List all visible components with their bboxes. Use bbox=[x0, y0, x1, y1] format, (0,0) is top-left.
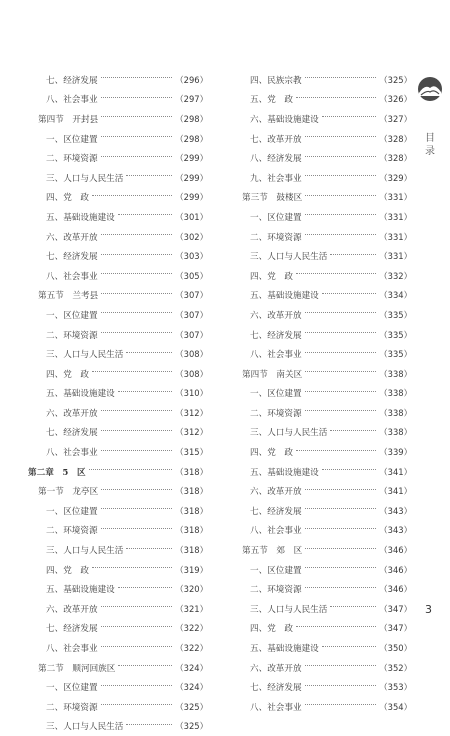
toc-entry-label: 一、区位建置 bbox=[46, 683, 98, 694]
toc-entry-page: （320） bbox=[175, 584, 208, 595]
dot-leader bbox=[101, 685, 173, 686]
toc-entry[interactable] bbox=[28, 148, 208, 168]
toc-entry[interactable] bbox=[28, 246, 208, 266]
toc-section-entry[interactable] bbox=[232, 364, 412, 384]
toc-entry-label: 二、环境资源 bbox=[250, 232, 302, 243]
toc-entry-page: （318） bbox=[175, 525, 208, 536]
toc-entry-page: （318） bbox=[175, 505, 208, 516]
toc-entry-page: （331） bbox=[379, 251, 412, 262]
toc-entry-label: 二、环境资源 bbox=[250, 408, 302, 419]
dot-leader bbox=[101, 77, 173, 78]
toc-entry[interactable] bbox=[232, 109, 412, 129]
toc-entry[interactable] bbox=[28, 677, 208, 697]
toc-entry-label: 八、社会事业 bbox=[250, 702, 302, 713]
toc-entry-page: （299） bbox=[175, 192, 208, 203]
toc-entry-page: （327） bbox=[379, 113, 412, 124]
dot-leader bbox=[92, 567, 172, 568]
toc-entry-label: 三、人口与人民生活 bbox=[250, 252, 328, 263]
toc-section-entry[interactable] bbox=[232, 540, 412, 560]
dot-leader bbox=[101, 450, 173, 451]
toc-entry-page: （307） bbox=[175, 329, 208, 340]
toc-entry-label: 六、改革开放 bbox=[250, 487, 302, 498]
toc-entry-page: （338） bbox=[379, 407, 412, 418]
toc-entry[interactable] bbox=[232, 481, 412, 501]
toc-entry-page: （341） bbox=[379, 486, 412, 497]
toc-entry[interactable] bbox=[232, 658, 412, 678]
dot-leader bbox=[305, 175, 377, 176]
toc-entry-label: 第四节 开封县 bbox=[38, 114, 99, 125]
toc-entry[interactable] bbox=[232, 70, 412, 90]
dot-leader bbox=[322, 469, 376, 470]
toc-entry-page: （298） bbox=[175, 113, 208, 124]
toc-entry-label: 九、社会事业 bbox=[250, 173, 302, 184]
toc-entry-label: 三、人口与人民生活 bbox=[46, 350, 124, 361]
toc-entry-page: （308） bbox=[175, 368, 208, 379]
toc-entry[interactable] bbox=[28, 344, 208, 364]
dot-leader bbox=[305, 352, 377, 353]
toc-entry-label: 六、改革开放 bbox=[46, 408, 98, 419]
toc-entry-page: （347） bbox=[379, 603, 412, 614]
dot-leader bbox=[101, 116, 172, 117]
toc-entry[interactable] bbox=[28, 227, 208, 247]
toc-entry[interactable] bbox=[28, 423, 208, 443]
dot-leader bbox=[101, 97, 173, 98]
toc-entry-page: （332） bbox=[379, 270, 412, 281]
dot-leader bbox=[305, 156, 377, 157]
toc-entry-page: （354） bbox=[379, 701, 412, 712]
dot-leader bbox=[101, 528, 173, 529]
dot-leader bbox=[118, 587, 172, 588]
toc-entry-page: （346） bbox=[379, 564, 412, 575]
toc-entry-label: 七、经济发展 bbox=[46, 75, 98, 86]
dot-leader bbox=[126, 548, 172, 549]
toc-entry-label: 五、基础设施建设 bbox=[250, 467, 319, 478]
toc-entry-page: （308） bbox=[175, 349, 208, 360]
toc-section-entry[interactable] bbox=[28, 109, 208, 129]
toc-entry-page: （353） bbox=[379, 682, 412, 693]
toc-entry-page: （343） bbox=[379, 505, 412, 516]
toc-entry-page: （312） bbox=[175, 407, 208, 418]
toc-entry[interactable] bbox=[232, 501, 412, 521]
dot-leader bbox=[305, 332, 377, 333]
toc-entry-label: 七、改革开放 bbox=[250, 134, 302, 145]
toc-entry-label: 四、党 政 bbox=[250, 271, 293, 282]
toc-entry[interactable] bbox=[232, 403, 412, 423]
toc-entry[interactable] bbox=[232, 619, 412, 639]
toc-entry[interactable] bbox=[232, 560, 412, 580]
dot-leader bbox=[305, 214, 377, 215]
dot-leader bbox=[92, 195, 172, 196]
toc-entry[interactable] bbox=[28, 521, 208, 541]
toc-entry-label: 四、党 政 bbox=[250, 624, 293, 635]
toc-entry-page: （296） bbox=[175, 74, 208, 85]
dot-leader bbox=[101, 234, 173, 235]
toc-entry-page: （305） bbox=[175, 270, 208, 281]
toc-entry-page: （312） bbox=[175, 427, 208, 438]
toc-entry[interactable] bbox=[232, 286, 412, 306]
dot-leader bbox=[101, 646, 173, 647]
toc-entry[interactable] bbox=[28, 717, 208, 736]
toc-entry-label: 八、社会事业 bbox=[250, 350, 302, 361]
dot-leader bbox=[305, 391, 377, 392]
dot-leader bbox=[101, 254, 173, 255]
dot-leader bbox=[305, 489, 377, 490]
toc-entry-label: 五、党 政 bbox=[250, 95, 293, 106]
toc-entry-label: 八、社会事业 bbox=[46, 448, 98, 459]
toc-entry-page: （328） bbox=[379, 133, 412, 144]
toc-entry-label: 六、基础设施建设 bbox=[250, 114, 319, 125]
toc-entry-page: （299） bbox=[175, 153, 208, 164]
toc-entry-label: 二、环境资源 bbox=[250, 585, 302, 596]
toc-entry-label: 第五节 郊 区 bbox=[242, 546, 303, 557]
toc-entry-label: 五、基础设施建设 bbox=[46, 389, 115, 400]
dot-leader bbox=[101, 410, 173, 411]
toc-entry-label: 一、区位建置 bbox=[46, 506, 98, 517]
toc-entry[interactable] bbox=[232, 148, 412, 168]
toc-entry-label: 二、环境资源 bbox=[46, 526, 98, 537]
dot-leader bbox=[330, 430, 376, 431]
dot-leader bbox=[101, 626, 173, 627]
toc-entry-label: 三、人口与人民生活 bbox=[250, 604, 328, 615]
toc-entry-label: 四、党 政 bbox=[46, 369, 89, 380]
dot-leader bbox=[322, 646, 376, 647]
toc-entry-label: 五、基础设施建设 bbox=[250, 291, 319, 302]
toc-entry-page: （352） bbox=[379, 662, 412, 673]
toc-entry[interactable] bbox=[232, 305, 412, 325]
toc-entry-page: （299） bbox=[175, 172, 208, 183]
toc-entry[interactable] bbox=[28, 168, 208, 188]
dot-leader bbox=[101, 136, 173, 137]
toc-entry[interactable] bbox=[232, 423, 412, 443]
toc-entry-label: 七、经济发展 bbox=[46, 428, 98, 439]
toc-entry-label: 八、社会事业 bbox=[46, 271, 98, 282]
toc-entry-page: （298） bbox=[175, 133, 208, 144]
toc-section-entry[interactable] bbox=[28, 481, 208, 501]
side-section-label: 目录 bbox=[425, 133, 435, 157]
dot-leader bbox=[305, 567, 377, 568]
toc-entry-label: 七、经济发展 bbox=[46, 624, 98, 635]
toc-entry-label: 二、环境资源 bbox=[46, 154, 98, 165]
dot-leader bbox=[305, 77, 377, 78]
toc-entry[interactable] bbox=[28, 70, 208, 90]
toc-entry[interactable] bbox=[232, 129, 412, 149]
toc-entry-page: （319） bbox=[175, 564, 208, 575]
toc-entry[interactable] bbox=[28, 266, 208, 286]
toc-entry-page: （331） bbox=[379, 192, 412, 203]
toc-entry-page: （307） bbox=[175, 309, 208, 320]
toc-entry-label: 五、基础设施建设 bbox=[250, 644, 319, 655]
toc-entry-label: 第一节 龙亭区 bbox=[38, 487, 99, 498]
toc-entry-page: （346） bbox=[379, 545, 412, 556]
toc-entry-page: （297） bbox=[175, 94, 208, 105]
toc-entry[interactable] bbox=[232, 384, 412, 404]
mountain-emblem-icon bbox=[417, 76, 443, 102]
toc-entry[interactable] bbox=[232, 207, 412, 227]
toc-entry-page: （338） bbox=[379, 427, 412, 438]
toc-entry-page: （321） bbox=[175, 603, 208, 614]
dot-leader bbox=[296, 450, 376, 451]
toc-entry-page: （331） bbox=[379, 211, 412, 222]
toc-entry-page: （322） bbox=[175, 623, 208, 634]
toc-entry-page: （341） bbox=[379, 466, 412, 477]
toc-entry[interactable] bbox=[232, 638, 412, 658]
toc-entry-label: 七、经济发展 bbox=[250, 330, 302, 341]
toc-entry[interactable] bbox=[28, 638, 208, 658]
dot-leader bbox=[305, 410, 377, 411]
dot-leader bbox=[101, 606, 173, 607]
toc-entry[interactable] bbox=[232, 227, 412, 247]
toc-entry-label: 四、党 政 bbox=[250, 448, 293, 459]
dot-leader bbox=[305, 587, 377, 588]
toc-entry-page: （350） bbox=[379, 643, 412, 654]
toc-entry[interactable] bbox=[28, 560, 208, 580]
toc-entry-label: 三、人口与人民生活 bbox=[46, 546, 124, 557]
toc-entry-label: 第二章 5 区 bbox=[28, 467, 86, 478]
toc-entry[interactable] bbox=[232, 344, 412, 364]
toc-entry[interactable] bbox=[232, 246, 412, 266]
toc-entry-label: 六、改革开放 bbox=[46, 604, 98, 615]
toc-entry[interactable] bbox=[28, 403, 208, 423]
toc-entry[interactable] bbox=[232, 599, 412, 619]
toc-entry-label: 六、改革开放 bbox=[250, 663, 302, 674]
toc-entry-page: （303） bbox=[175, 251, 208, 262]
toc-entry-page: （328） bbox=[379, 153, 412, 164]
toc-entry-label: 二、环境资源 bbox=[46, 702, 98, 713]
toc-entry-label: 第四节 南关区 bbox=[242, 369, 303, 380]
toc-entry-label: 第二节 顺河回族区 bbox=[38, 663, 116, 674]
toc-entry-page: （322） bbox=[175, 643, 208, 654]
toc-section-entry[interactable] bbox=[28, 658, 208, 678]
dot-leader bbox=[101, 430, 173, 431]
toc-entry-page: （331） bbox=[379, 231, 412, 242]
toc-entry-label: 六、改革开放 bbox=[250, 310, 302, 321]
toc-entry-label: 一、区位建置 bbox=[46, 310, 98, 321]
toc-entry[interactable] bbox=[232, 325, 412, 345]
dot-leader bbox=[305, 665, 377, 666]
toc-entry-label: 三、人口与人民生活 bbox=[46, 722, 124, 733]
dot-leader bbox=[101, 489, 172, 490]
toc-entry[interactable] bbox=[232, 697, 412, 717]
toc-entry-page: （324） bbox=[175, 682, 208, 693]
toc-entry[interactable] bbox=[28, 188, 208, 208]
dot-leader bbox=[305, 312, 377, 313]
toc-entry[interactable] bbox=[28, 619, 208, 639]
toc-entry-label: 二、环境资源 bbox=[46, 330, 98, 341]
toc-entry[interactable] bbox=[28, 90, 208, 110]
toc-entry-label: 五、基础设施建设 bbox=[46, 585, 115, 596]
toc-entry-page: （315） bbox=[175, 447, 208, 458]
dot-leader bbox=[296, 97, 376, 98]
toc-entry[interactable] bbox=[232, 90, 412, 110]
dot-leader bbox=[305, 528, 377, 529]
toc-entry-page: （343） bbox=[379, 525, 412, 536]
toc-entry-page: （326） bbox=[379, 94, 412, 105]
toc-entry-page: （325） bbox=[175, 701, 208, 712]
toc-entry-label: 一、区位建置 bbox=[250, 565, 302, 576]
dot-leader bbox=[126, 175, 172, 176]
toc-entry-page: （301） bbox=[175, 211, 208, 222]
dot-leader bbox=[101, 332, 173, 333]
dot-leader bbox=[101, 156, 173, 157]
toc-entry-label: 一、区位建置 bbox=[250, 389, 302, 400]
toc-entry-page: （334） bbox=[379, 290, 412, 301]
toc-entry-page: （318） bbox=[175, 486, 208, 497]
toc-entry-page: （318） bbox=[175, 545, 208, 556]
toc-entry-page: （325） bbox=[379, 74, 412, 85]
dot-leader bbox=[305, 136, 377, 137]
toc-entry-label: 三、人口与人民生活 bbox=[250, 428, 328, 439]
toc-entry-label: 五、基础设施建设 bbox=[46, 212, 115, 223]
toc-entry-page: （310） bbox=[175, 388, 208, 399]
toc-section-entry[interactable] bbox=[28, 286, 208, 306]
dot-leader bbox=[296, 626, 376, 627]
dot-leader bbox=[89, 469, 173, 470]
toc-entry-label: 六、改革开放 bbox=[46, 232, 98, 243]
dot-leader bbox=[126, 724, 172, 725]
dot-leader bbox=[118, 665, 172, 666]
dot-leader bbox=[322, 293, 376, 294]
page-number: 3 bbox=[425, 603, 432, 616]
toc-entry-page: （338） bbox=[379, 368, 412, 379]
toc-entry-label: 八、经济发展 bbox=[250, 154, 302, 165]
dot-leader bbox=[101, 704, 173, 705]
toc-entry-label: 七、经济发展 bbox=[250, 506, 302, 517]
toc-entry-page: （307） bbox=[175, 290, 208, 301]
dot-leader bbox=[330, 254, 376, 255]
toc-entry[interactable] bbox=[28, 129, 208, 149]
dot-leader bbox=[92, 371, 172, 372]
dot-leader bbox=[305, 371, 376, 372]
dot-leader bbox=[126, 352, 172, 353]
toc-entry-label: 三、人口与人民生活 bbox=[46, 173, 124, 184]
toc-right-column bbox=[232, 70, 412, 717]
toc-entry-page: （335） bbox=[379, 349, 412, 360]
dot-leader bbox=[118, 214, 172, 215]
toc-entry[interactable] bbox=[28, 442, 208, 462]
dot-leader bbox=[305, 195, 376, 196]
toc-entry-page: （325） bbox=[175, 721, 208, 732]
dot-leader bbox=[101, 508, 173, 509]
toc-entry[interactable] bbox=[28, 599, 208, 619]
toc-left-column bbox=[28, 70, 208, 736]
toc-entry[interactable] bbox=[28, 384, 208, 404]
toc-entry[interactable] bbox=[232, 168, 412, 188]
toc-entry-label: 四、民族宗教 bbox=[250, 75, 302, 86]
toc-entry[interactable] bbox=[232, 521, 412, 541]
toc-entry[interactable] bbox=[28, 697, 208, 717]
toc-entry-label: 七、经济发展 bbox=[250, 683, 302, 694]
toc-entry-page: （338） bbox=[379, 388, 412, 399]
toc-entry[interactable] bbox=[232, 266, 412, 286]
toc-entry[interactable] bbox=[28, 364, 208, 384]
dot-leader bbox=[296, 273, 376, 274]
toc-entry-label: 第五节 兰考县 bbox=[38, 291, 99, 302]
toc-entry[interactable] bbox=[28, 207, 208, 227]
toc-entry[interactable] bbox=[232, 677, 412, 697]
dot-leader bbox=[101, 293, 172, 294]
toc-entry-page: （329） bbox=[379, 172, 412, 183]
toc-entry-page: （339） bbox=[379, 447, 412, 458]
dot-leader bbox=[305, 508, 377, 509]
toc-entry-page: （347） bbox=[379, 623, 412, 634]
toc-entry-label: 八、社会事业 bbox=[250, 526, 302, 537]
toc-section-entry[interactable] bbox=[232, 188, 412, 208]
toc-entry-label: 一、区位建置 bbox=[250, 212, 302, 223]
toc-entry[interactable] bbox=[28, 501, 208, 521]
dot-leader bbox=[101, 312, 173, 313]
toc-entry-label: 四、党 政 bbox=[46, 193, 89, 204]
toc-chapter-entry[interactable] bbox=[28, 462, 208, 482]
toc-entry-page: （335） bbox=[379, 329, 412, 340]
toc-entry[interactable] bbox=[232, 442, 412, 462]
toc-entry-label: 八、社会事业 bbox=[46, 95, 98, 106]
toc-entry[interactable] bbox=[28, 579, 208, 599]
toc-entry-page: （318） bbox=[175, 466, 208, 477]
dot-leader bbox=[101, 273, 173, 274]
toc-entry[interactable] bbox=[232, 462, 412, 482]
toc-entry-label: 一、区位建置 bbox=[46, 134, 98, 145]
toc-entry[interactable] bbox=[28, 305, 208, 325]
toc-entry[interactable] bbox=[232, 579, 412, 599]
toc-entry-page: （324） bbox=[175, 662, 208, 673]
toc-entry-label: 第三节 鼓楼区 bbox=[242, 193, 303, 204]
dot-leader bbox=[305, 704, 377, 705]
dot-leader bbox=[305, 234, 377, 235]
dot-leader bbox=[305, 548, 376, 549]
toc-entry[interactable] bbox=[28, 540, 208, 560]
toc-entry-page: （302） bbox=[175, 231, 208, 242]
toc-entry-page: （346） bbox=[379, 584, 412, 595]
toc-entry[interactable] bbox=[28, 325, 208, 345]
toc-entry-label: 八、社会事业 bbox=[46, 644, 98, 655]
dot-leader bbox=[330, 606, 376, 607]
dot-leader bbox=[322, 116, 376, 117]
toc-entry-page: （335） bbox=[379, 309, 412, 320]
toc-entry-label: 七、经济发展 bbox=[46, 252, 98, 263]
dot-leader bbox=[305, 685, 377, 686]
toc-entry-label: 四、党 政 bbox=[46, 565, 89, 576]
dot-leader bbox=[118, 391, 172, 392]
